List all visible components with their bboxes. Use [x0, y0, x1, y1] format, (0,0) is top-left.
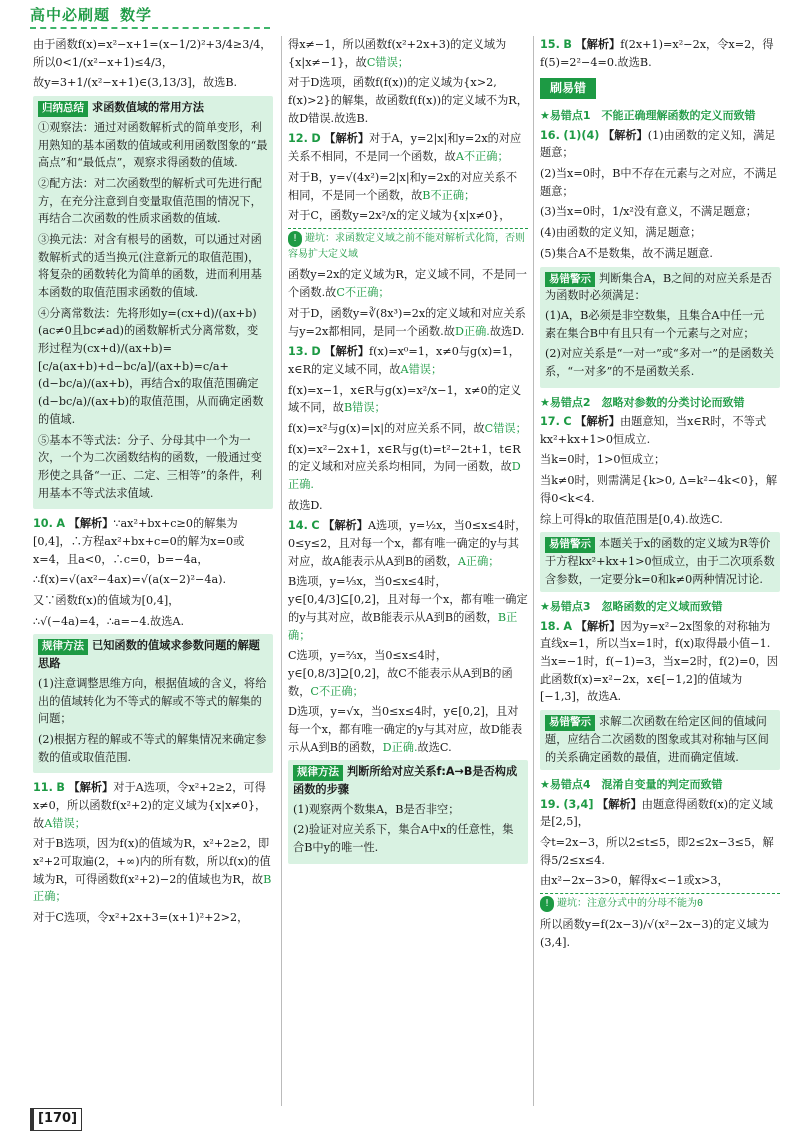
text: 又∵函数f(x)的值域为[0,4]，: [33, 594, 180, 607]
text: (4)由函数的定义知，满足题意；: [540, 226, 702, 240]
analysis-tag: 【解析】: [597, 796, 642, 811]
pitfall-icon: !: [540, 896, 554, 912]
error-point-heading: ★易错点2 忽略对参数的分类讨论而致错: [540, 395, 745, 409]
text: D选项，y=√x，当0≤x≤4时，y∈[0,2]，且对每一个x，都有唯一确定的y与其对应，故D能表示从A到B的函数，: [288, 705, 523, 754]
box-text: 本题关于x的函数的定义域为R等价于方程kx²+kx+1>0恒成立，由于二次项系数含参数，一定要分k=0和k≠0两种情况讨论.: [545, 537, 775, 586]
question-number: 12.: [288, 132, 308, 146]
question-number: 14.: [288, 519, 308, 533]
text: 对于D选项，函数f(f(x))的定义域为{x>2, f(x)>2}的解集，故函数f(f(x))的定义域不为R，故D错误.故选B.: [288, 76, 528, 125]
text: 对于A，y=2|x|和y=2x的对应关系不相同，不是同一个函数，故: [288, 132, 522, 164]
box-title: 判断集合A，B之间的对应关系是否为函数时必须满足：: [545, 271, 772, 303]
question-14: [288, 517, 528, 756]
text: 故选D.: [288, 498, 323, 512]
box-title: 求函数值域的常用方法: [92, 101, 204, 115]
text: f(x)=x²与g(x)=|x|的对应关系不同，故: [288, 421, 485, 435]
text: ∴f(x)=√(ax²−4ax)=√(a(x−2)²−4a).: [33, 573, 227, 587]
verdict: A错误；: [400, 362, 443, 376]
question-number: 13.: [288, 345, 308, 359]
text: 函数y=2x的定义域为R，定义域不同，不是同一个函数.故: [288, 268, 527, 300]
analysis-tag: 【解析】: [575, 414, 620, 429]
text: 所以函数y=f(2x−3)/√(x²−2x−3)的定义域为(3,4].: [540, 917, 769, 949]
verdict: C不正确；: [310, 684, 364, 698]
verdict: B正确；: [288, 610, 518, 642]
pitfall-icon: !: [288, 231, 302, 247]
box-item: ①观察法：通过对函数解析式的简单变形，利用熟知的基本函数的值域或利用函数图象的“最高点”和“最低点”，观察求得函数的值域.: [38, 120, 268, 170]
box-title: 判断所给对应关系f:A→B是否构成函数的步骤: [293, 765, 518, 797]
text: (3)当x=0时，1/x²没有意义，不满足题意；: [540, 205, 757, 219]
warning-box: [540, 532, 780, 592]
question-13: [288, 343, 528, 514]
text: B选项，y=⅓x，当0≤x≤4时，y∈[0,4/3]⊆[0,2]，且对每一个x，都有唯一确定的y与其对应，故B能表示从A到B的函数，: [288, 575, 528, 624]
question-number: 15.: [540, 38, 560, 51]
column-divider: [533, 36, 534, 1106]
header-divider: [30, 27, 270, 29]
text: (5)集合A不是数集，故不满足题意.: [540, 246, 713, 260]
method-box: [288, 760, 528, 864]
page-number: [170]: [30, 1108, 82, 1131]
analysis-tag: 【解析】: [68, 516, 114, 531]
analysis-tag: 【解析】: [575, 37, 621, 51]
verdict: D正确.: [454, 324, 490, 338]
header-title: 高中必刷题: [30, 6, 111, 24]
verdict: B正确；: [33, 872, 272, 904]
answer: D: [311, 345, 321, 359]
text: 故选C.: [417, 740, 452, 754]
analysis-tag: 【解析】: [602, 127, 648, 142]
text: 对于B，y=√(4x²)=2|x|和y=2x的对应关系不相同，不是同一个函数，故: [288, 170, 518, 202]
warning-box: [540, 710, 780, 770]
error-point-heading: ★易错点4 混淆自变量的判定而致错: [540, 778, 723, 792]
answer: B: [56, 781, 65, 795]
error-point-heading: ★易错点1 不能正确理解函数的定义而致错: [540, 109, 756, 123]
box-item: (2)验证对应关系下，集合A中x的任意性，集合B中y的唯一性.: [293, 823, 514, 855]
box-item: (1)观察两个数集A，B是否非空；: [293, 802, 460, 816]
text: 由题意得函数f(x)的定义域是[2,5]，: [540, 797, 773, 829]
verdict: D正确.: [382, 740, 418, 754]
column-3: [540, 36, 780, 954]
error-point-heading: ★易错点3 忽略函数的定义域而致错: [540, 600, 723, 614]
text: 得x≠−1，所以函数f(x²+2x+3)的定义域为{x|x≠−1}，故: [288, 38, 507, 69]
text: 当k=0时，1>0恒成立；: [540, 453, 666, 467]
answer: C: [311, 519, 320, 533]
question-number: 18.: [540, 619, 560, 633]
question-11: [33, 779, 273, 927]
verdict: C不正确；: [336, 286, 390, 300]
box-item: (1)注意调整思维方向，根据值域的含义，将给出的值域转化为不等式的解或不等式的解集的问题；: [38, 676, 267, 726]
answer: A: [563, 619, 573, 633]
text: 故选D.: [489, 324, 525, 338]
box-text: 求解二次函数在给定区间的值域问题，应结合二次函数的图象或其对称轴与区间的关系确定函数的最值，进而确定值域.: [545, 715, 769, 764]
answer: D: [311, 132, 321, 146]
answer: C: [563, 415, 572, 429]
box-label: 易错警示: [545, 537, 595, 553]
box-item: ④分离常数法：先将形如y=(cx+d)/(ax+b)(ac≠0且bc≠ad)的函数解析式分离常数，变形过程为(cx+d)/(ax+b)=[c/a(ax+b)+d−bc/a]/(ax+b)=c/a+(d−bc/a)/(ax+b)，再结合x的取值范围确定(d−bc/a)/(ax+b)的取值范围，从而确定函数的值域.: [38, 306, 264, 426]
pitfall-hint: [540, 893, 780, 912]
box-label: 易错警示: [545, 715, 595, 731]
text: 对于C，函数y=2x²/x的定义域为{x|x≠0}，: [288, 209, 511, 223]
answer: A: [56, 517, 66, 531]
analysis-tag: 【解析】: [324, 344, 370, 359]
verdict: C错误；: [484, 421, 527, 435]
warning-box: [540, 267, 780, 388]
question-19: [540, 796, 780, 952]
paragraph: 故y=3+1/(x²−x+1)∈(3,13/3]，故选B.: [33, 76, 238, 90]
question-10: [33, 515, 273, 630]
text: f(2x+1)=x²−2x，令x=2，得f(5)=2²−4=0.故选B.: [540, 38, 774, 69]
verdict: C错误；: [366, 55, 409, 69]
question-number: 19.: [540, 797, 560, 811]
text: f(x)=x⁰=1，x≠0与g(x)=1，x∈R的定义域不同，故: [288, 345, 520, 376]
box-label: 规律方法: [38, 639, 88, 655]
question-16: [540, 127, 780, 263]
box-item: (2)根据方程的解或不等式的解集情况来确定参数的值或取值范围.: [38, 732, 267, 764]
column-1: [33, 36, 273, 930]
text: 令t=2x−3，所以2≤t≤5，即2≤2x−3≤5，解得5/2≤x≤4.: [540, 836, 774, 867]
question-number: 17.: [540, 415, 560, 429]
verdict: A正确；: [457, 554, 500, 568]
box-item: (1)A，B必须是非空数集，且集合A中任一元素在集合B中有且只有一个元素与之对应；: [545, 308, 765, 340]
question-18: [540, 618, 780, 706]
box-item: ⑤基本不等式法：分子、分母其中一个为一次，一个为二次函数结构的函数，一般通过变形使之具备“一正、二定、三相等”的条件，利用基本不等式法求值域.: [38, 433, 263, 500]
text: 因为y=x²−2x图象的对称轴为直线x=1，所以当x=1时，f(x)取得最小值−1.当x=−1时，f(−1)=3，当x=2时，f(2)=0，因此函数f(x)=x²−2x，x∈[−1,2]的值域为[−1,3]，故选A.: [540, 619, 778, 704]
box-item: ②配方法：对二次函数型的解析式可先进行配方，在充分注意到自变量取值范围的情况下，再结合二次函数的性质求函数的值域.: [38, 176, 262, 226]
text: 由x²−2x−3>0，解得x<−1或x>3，: [540, 874, 729, 888]
column-divider: [281, 36, 282, 1106]
hint-text: 避坑：求函数定义域之前不能对解析式化简，否则容易扩大定义域: [288, 232, 526, 260]
verdict: D正确.: [288, 460, 521, 492]
answer: B: [563, 38, 572, 51]
pitfall-hint: [288, 228, 528, 263]
answer: (3,4]: [563, 797, 594, 811]
question-number: 10.: [33, 517, 53, 531]
verdict: B错误；: [343, 401, 386, 415]
question-12: [288, 130, 528, 340]
verdict: B不正确；: [422, 188, 476, 202]
text: (2)当x=0时，B中不存在元素与之对应，不满足题意；: [540, 167, 778, 198]
hint-text: 避坑：注意分式中的分母不能为0: [557, 898, 704, 910]
box-title: 已知函数的值域求参数问题的解题思路: [38, 639, 260, 671]
text: ∴√(−4a)=4，∴a=−4.故选A.: [33, 614, 185, 628]
analysis-tag: 【解析】: [323, 518, 368, 533]
header-subject: 数学: [120, 6, 153, 24]
text: 对于A选项，令x²+2≥2，可得x≠0，所以函数f(x²+2)的定义域为{x|x≠0}，故: [33, 781, 267, 830]
analysis-tag: 【解析】: [575, 618, 621, 633]
box-item: ③换元法：对含有根号的函数，可以通过对函数解析式的适当换元(注意新元的取值范围)，将复杂的函数转化为简单的函数，进而利用基本函数的取值范围求函数的值域.: [38, 232, 262, 299]
box-label: 规律方法: [293, 765, 343, 781]
question-17: [540, 413, 780, 528]
text: (1)由函数的定义知，满足题意；: [540, 128, 776, 160]
question-number: 16.: [540, 128, 560, 142]
method-box: [33, 634, 273, 773]
text: C选项，y=⅔x，当0≤x≤4时，y∈[0,8/3]⊇[0,2]，故C不能表示从A到B的函数，: [288, 649, 513, 698]
text: 当k≠0时，则需满足{k>0, Δ=k²−4k<0}，解得0<k<4.: [540, 474, 778, 505]
question-number: 11.: [33, 781, 53, 795]
column-2: [288, 36, 528, 870]
box-label: 易错警示: [545, 272, 595, 288]
verdict: A错误；: [44, 816, 86, 830]
box-item: (2)对应关系是“一对一”或“多对一”的是函数关系，“一对多”的不是函数关系.: [545, 347, 774, 379]
text: 对于C选项，令x²+2x+3=(x+1)²+2>2，: [33, 911, 249, 925]
answer: (1)(4): [563, 128, 600, 142]
text: f(x)=x²−2x+1，x∈R与g(t)=t²−2t+1，t∈R的定义域和对应关系均相同，为同一函数，故: [288, 442, 521, 474]
box-label: 归纳总结: [38, 101, 88, 117]
paragraph: 由于函数f(x)=x²−x+1=(x−1/2)²+3/4≥3/4，所以0<1/(x²−x+1)≤4/3，: [33, 38, 272, 69]
text: 由题意知，当x∈R时，不等式kx²+kx+1>0恒成立.: [540, 415, 767, 446]
text: 综上可得k的取值范围是[0,4).故选C.: [540, 512, 723, 526]
page-header: [30, 4, 152, 28]
text: ∵ax²+bx+c≥0的解集为[0,4]，∴方程ax²+bx+c=0的解为x=0或x=4，且a<0，∴c=0，b=−4a，: [33, 517, 245, 566]
analysis-tag: 【解析】: [68, 780, 114, 795]
text: A选项，y=½x，当0≤x≤4时，0≤y≤2，且对每一个x，都有唯一确定的y与其对应，故A能表示从A到B的函数，: [288, 519, 527, 568]
section-title: 刷易错: [540, 78, 596, 99]
analysis-tag: 【解析】: [324, 131, 370, 146]
verdict: A不正确；: [455, 150, 509, 164]
text: 对于B选项，因为f(x)的值域为R，x²+2≥2，即x²+2可取遍(2，+∞)内的所有数，所以f(x)的值域为R，可得函数f(x²+2)−2的值域也为R，故: [33, 837, 271, 886]
summary-box: [33, 96, 273, 509]
text: 对于D，函数y=∛(8x³)=2x的定义域和对应关系与y=2x都相同，是同一个函数.故: [288, 306, 526, 338]
text: f(x)=x−1，x∈R与g(x)=x²/x−1，x≠0的定义域不同，故: [288, 383, 522, 415]
